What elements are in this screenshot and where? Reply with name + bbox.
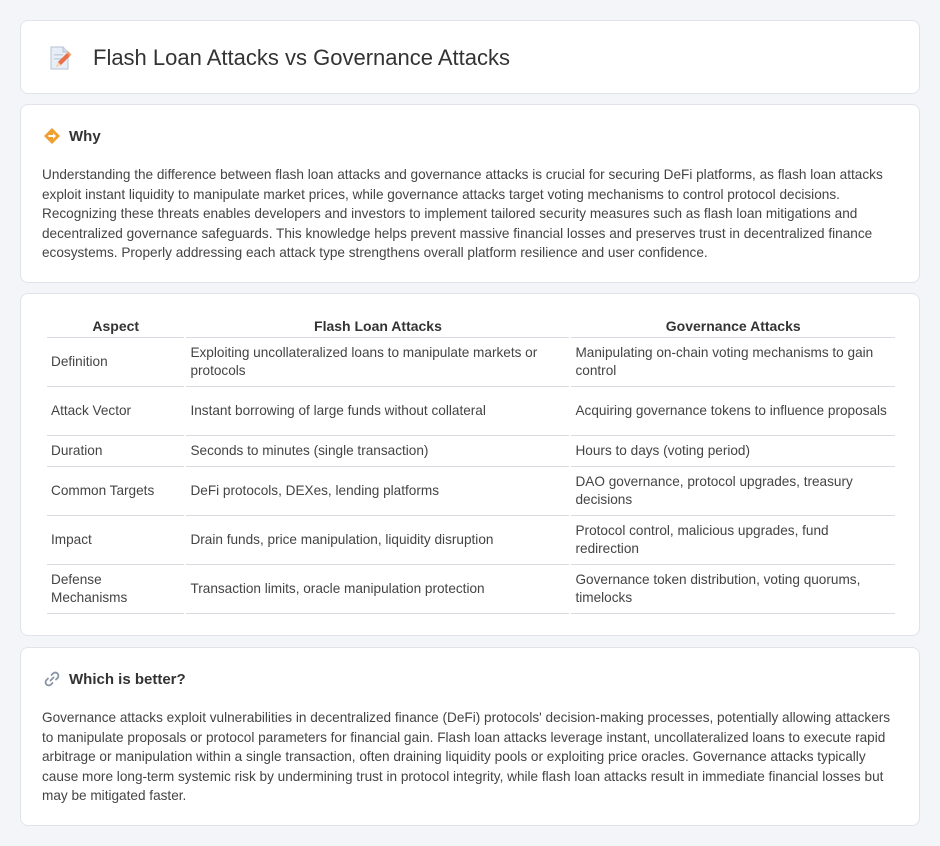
row-governance: Protocol control, malicious upgrades, fund redirection <box>571 516 895 565</box>
row-flash-loan: Exploiting uncollateralized loans to manipulate markets or protocols <box>186 338 569 387</box>
title-row <box>45 43 510 73</box>
comparison-table <box>45 318 897 614</box>
table-row <box>47 565 895 614</box>
row-aspect: Defense Mechanisms <box>47 565 184 614</box>
row-aspect: Impact <box>47 516 184 565</box>
better-heading: Which is better? <box>69 670 186 688</box>
table-header-row <box>47 318 895 338</box>
row-flash-loan: Transaction limits, oracle manipulation protection <box>186 565 569 614</box>
page-title: Flash Loan Attacks vs Governance Attacks <box>93 45 510 70</box>
document-pen-icon <box>45 43 75 73</box>
column-header-governance: Governance Attacks <box>571 318 895 338</box>
row-aspect: Attack Vector <box>47 387 184 436</box>
row-aspect: Definition <box>47 338 184 387</box>
which-is-better-section <box>20 647 920 826</box>
table-row <box>47 387 895 436</box>
row-flash-loan: Drain funds, price manipulation, liquidity disruption <box>186 516 569 565</box>
diamond-arrow-icon <box>43 127 61 145</box>
why-heading-row <box>43 127 101 145</box>
row-aspect: Common Targets <box>47 467 184 516</box>
row-governance: Acquiring governance tokens to influence proposals <box>571 387 895 436</box>
row-governance: Manipulating on-chain voting mechanisms to gain control <box>571 338 895 387</box>
link-icon <box>43 670 61 688</box>
column-header-flash-loan: Flash Loan Attacks <box>186 318 569 338</box>
row-governance: Governance token distribution, voting quorums, timelocks <box>571 565 895 614</box>
row-governance: DAO governance, protocol upgrades, treasury decisions <box>571 467 895 516</box>
table-row <box>47 436 895 467</box>
table-row <box>47 467 895 516</box>
comparison-section <box>20 293 920 636</box>
row-aspect: Duration <box>47 436 184 467</box>
table-row <box>47 338 895 387</box>
table-row <box>47 516 895 565</box>
row-flash-loan: Instant borrowing of large funds without collateral <box>186 387 569 436</box>
why-heading: Why <box>69 127 101 145</box>
row-governance: Hours to days (voting period) <box>571 436 895 467</box>
why-text: Understanding the difference between flash loan attacks and governance attacks is crucial for securing DeFi platforms, as flash loan attacks exploit instant liquidity to manipulate market prices, while governance attacks target voting mechanisms to control protocol decisions. Recognizing these threats enables developers and investors to implement tailored security measures such as flash loan mitigations and decentralized governance safeguards. This knowledge helps prevent massive financial losses and preserves trust in decentralized finance ecosystems. Properly addressing each attack type strengthens overall platform resilience and user confidence. <box>42 167 883 261</box>
why-section <box>20 104 920 283</box>
better-text: Governance attacks exploit vulnerabilities in decentralized finance (DeFi) protocols' decision-making processes, potentially allowing attackers to manipulate proposals or protocol parameters for financial gain. Flash loan attacks leverage instant, uncollateralized loans to execute rapid arbitrage or manipulation within a single transaction, often draining liquidity pools or exploiting price oracles. Governance attacks typically cause more long-term systemic risk by undermining trust in protocol integrity, while flash loan attacks result in immediate financial losses but may be mitigated faster. <box>42 710 891 804</box>
column-header-aspect: Aspect <box>47 318 184 338</box>
row-flash-loan: DeFi protocols, DEXes, lending platforms <box>186 467 569 516</box>
title-card <box>20 20 920 94</box>
row-flash-loan: Seconds to minutes (single transaction) <box>186 436 569 467</box>
better-heading-row <box>43 670 186 688</box>
